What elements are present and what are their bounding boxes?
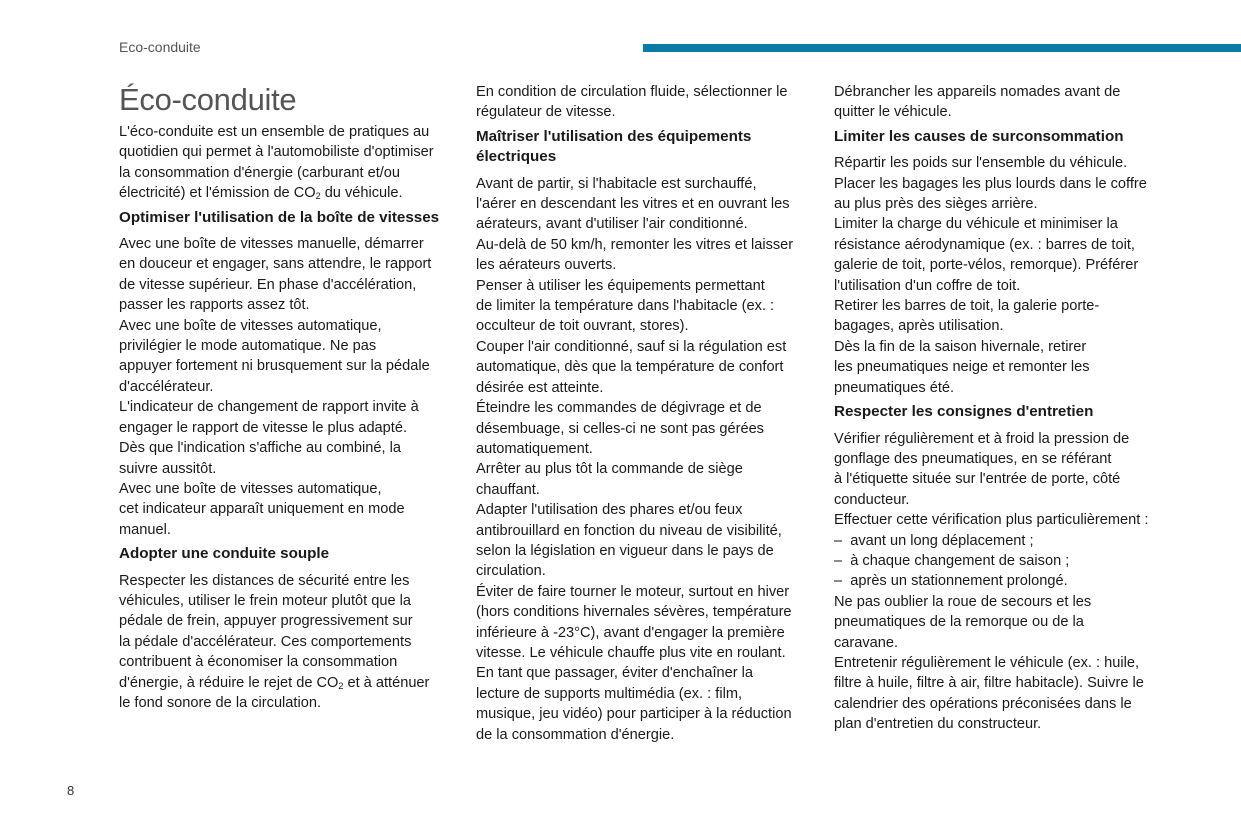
text-line: – avant un long déplacement ; xyxy=(834,532,1034,549)
text-line: Vérifier régulièrement et à froid la pression de xyxy=(834,430,1130,447)
text-line: les pneumatiques neige et remonter les xyxy=(834,359,1090,376)
text-line: – après un stationnement prolongé. xyxy=(834,573,1068,590)
text-line: caravane. xyxy=(834,634,899,651)
text-line: Débrancher les appareils nomades avant de xyxy=(834,84,1121,100)
text-line: de la consommation d'énergie. xyxy=(476,726,675,743)
text-line: Éviter de faire tourner le moteur, surtout en hiver xyxy=(476,583,790,600)
text-line: l'utilisation d'un coffre de toit. xyxy=(834,277,1021,294)
section-body xyxy=(119,571,459,714)
text-line: Avec une boîte de vitesses automatique, xyxy=(119,317,382,334)
text-line: vitesse. Le véhicule chauffe plus vite en roulant. xyxy=(476,644,786,661)
text-line: Adapter l'utilisation des phares et/ou feux xyxy=(476,502,743,519)
text-line: Arrêter au plus tôt la commande de siège xyxy=(476,461,743,478)
intro-paragraph xyxy=(119,122,459,204)
text-line: pneumatiques de la remorque ou de la xyxy=(834,614,1084,631)
text-line: résistance aérodynamique (ex. : barres de toit, xyxy=(834,236,1135,253)
text-line: d'accélérateur. xyxy=(119,378,214,395)
text-line: désirée est atteinte. xyxy=(476,379,604,396)
intro-paragraph xyxy=(476,82,821,123)
text-line: pédale de frein, appuyer progressivement sur xyxy=(119,613,413,630)
text-line: désembuage, si celles-ci ne sont pas gérées xyxy=(476,420,764,437)
section-body xyxy=(834,153,1179,398)
text-line: automatique, dès que la température de confort xyxy=(476,359,784,376)
text-line: au plus près des sièges arrière. xyxy=(834,196,1038,213)
text-line: l'aérer en descendant les vitres et en ouvrant les xyxy=(476,196,790,213)
text-line: lecture de supports multimédia (ex. : film, xyxy=(476,685,743,702)
text-line xyxy=(119,183,459,203)
text-line: L'éco-conduite est un ensemble de pratiques au xyxy=(119,124,430,140)
text-line: appuyer fortement ni brusquement sur la pédale xyxy=(119,358,430,375)
text-line: pneumatiques été. xyxy=(834,379,955,396)
text-line: bagages, après utilisation. xyxy=(834,318,1004,335)
text-line: selon la législation en vigueur dans le pays de xyxy=(476,542,774,559)
subscript: 2 xyxy=(338,680,344,691)
text-line: passer les rapports assez tôt. xyxy=(119,297,310,314)
text-fragment: électricité) et l'émission de CO xyxy=(119,185,316,202)
section-body xyxy=(476,174,821,745)
text-line: occulteur de toit ouvrant, stores). xyxy=(476,318,689,335)
text-line: Ne pas oublier la roue de secours et les xyxy=(834,593,1092,610)
text-line: engager le rapport de vitesse le plus adapté. xyxy=(119,419,408,436)
text-line: Au-delà de 50 km/h, remonter les vitres et laisser xyxy=(476,236,794,253)
column-2 xyxy=(476,82,821,745)
text-line: L'indicateur de changement de rapport invite à xyxy=(119,399,419,416)
text-line: Limiter la charge du véhicule et minimiser la xyxy=(834,216,1118,233)
text-line xyxy=(119,673,459,693)
text-line: contribuent à économiser la consommation xyxy=(119,654,398,671)
text-line: antibrouillard en fonction du niveau de visibilité, xyxy=(476,522,782,539)
text-line: le fond sonore de la circulation. xyxy=(119,694,322,711)
text-line: automatiquement. xyxy=(476,440,593,457)
text-line: suivre aussitôt. xyxy=(119,460,217,477)
text-line: Penser à utiliser les équipements permettant xyxy=(476,277,765,294)
text-line: la consommation d'énergie (carburant et/ou xyxy=(119,164,401,181)
text-line: cet indicateur apparaît uniquement en mode xyxy=(119,501,405,518)
text-line: les aérateurs ouverts. xyxy=(476,257,617,274)
section-body xyxy=(119,234,459,540)
text-line: plan d'entretien du constructeur. xyxy=(834,716,1042,733)
text-fragment: d'énergie, à réduire le rejet de CO xyxy=(119,674,339,691)
section-heading: Limiter les causes de surconsommation xyxy=(834,127,1124,145)
subscript: 2 xyxy=(315,191,321,202)
text-line: (hors conditions hivernales sévères, température xyxy=(476,604,792,621)
text-line: en douceur et engager, sans attendre, le rapport xyxy=(119,256,432,273)
page-title: Éco-conduite xyxy=(119,82,297,117)
text-line: de limiter la température dans l'habitacle (ex. : xyxy=(476,298,775,315)
text-line: – à chaque changement de saison ; xyxy=(834,552,1070,569)
text-line: quitter le véhicule. xyxy=(834,104,952,121)
text-line: Avec une boîte de vitesses manuelle, démarrer xyxy=(119,236,424,253)
text-line: Retirer les barres de toit, la galerie porte- xyxy=(834,298,1100,315)
text-line: filtre à huile, filtre à air, filtre habitacle). Suivre le xyxy=(834,675,1144,692)
text-fragment: et à atténuer xyxy=(343,674,430,691)
text-fragment: du véhicule. xyxy=(320,185,403,202)
text-line: En condition de circulation fluide, sélectionner le xyxy=(476,84,788,100)
section-heading: Respecter les consignes d'entretien xyxy=(834,403,1094,421)
text-line: Dès que l'indication s'affiche au combiné, la xyxy=(119,440,401,457)
text-line: Éteindre les commandes de dégivrage et de xyxy=(476,400,762,417)
text-line: Couper l'air conditionné, sauf si la régulation est xyxy=(476,338,787,355)
text-line: Répartir les poids sur l'ensemble du véhicule. xyxy=(834,155,1128,172)
text-line: véhicules, utiliser le frein moteur plutôt que la xyxy=(119,592,412,609)
text-line: galerie de toit, porte-vélos, remorque). Préférer xyxy=(834,257,1139,274)
header-accent-bar xyxy=(643,44,1241,52)
text-line: Placer les bagages les plus lourds dans le coffre xyxy=(834,175,1147,192)
text-line: gonflage des pneumatiques, en se référant xyxy=(834,450,1112,467)
text-line: Avant de partir, si l'habitacle est surchauffé, xyxy=(476,175,757,192)
section-heading: Optimiser l'utilisation de la boîte de vitesses xyxy=(119,208,440,226)
column-3 xyxy=(834,82,1179,735)
text-line: Avec une boîte de vitesses automatique, xyxy=(119,480,382,497)
text-line: régulateur de vitesse. xyxy=(476,104,616,121)
text-line: conducteur. xyxy=(834,491,910,508)
page-number: 8 xyxy=(67,783,75,798)
column-1 xyxy=(119,82,459,713)
text-line: de vitesse supérieur. En phase d'accélération, xyxy=(119,276,417,293)
text-line: inférieure à -23°C), avant d'engager la première xyxy=(476,624,785,641)
text-line: aérateurs, avant d'utiliser l'air conditionné. xyxy=(476,216,748,233)
text-line: manuel. xyxy=(119,521,171,538)
text-line: à l'étiquette située sur l'entrée de porte, côté xyxy=(834,471,1121,488)
text-line: circulation. xyxy=(476,563,546,580)
text-line: quotidien qui permet à l'automobiliste d'optimiser xyxy=(119,144,434,161)
text-line: Respecter les distances de sécurité entre les xyxy=(119,572,410,589)
text-line: Entretenir régulièrement le véhicule (ex. : huile, xyxy=(834,654,1140,671)
text-line: En tant que passager, éviter d'enchaîner la xyxy=(476,665,754,682)
running-header: Eco-conduite xyxy=(119,39,201,55)
intro-paragraph xyxy=(834,82,1179,123)
text-line: la pédale d'accélérateur. Ces comportements xyxy=(119,633,412,650)
section-body xyxy=(834,429,1179,735)
text-line: privilégier le mode automatique. Ne pas xyxy=(119,338,377,355)
text-line: calendrier des opérations préconisées dans le xyxy=(834,695,1132,712)
section-heading: Adopter une conduite souple xyxy=(119,545,330,563)
text-line: chauffant. xyxy=(476,481,540,498)
text-line: Dès la fin de la saison hivernale, retirer xyxy=(834,338,1087,355)
section-heading: Maîtriser l'utilisation des équipements électriques xyxy=(476,127,752,166)
text-line: Effectuer cette vérification plus particulièrement : xyxy=(834,512,1149,529)
text-line: musique, jeu vidéo) pour participer à la réduction xyxy=(476,706,792,723)
